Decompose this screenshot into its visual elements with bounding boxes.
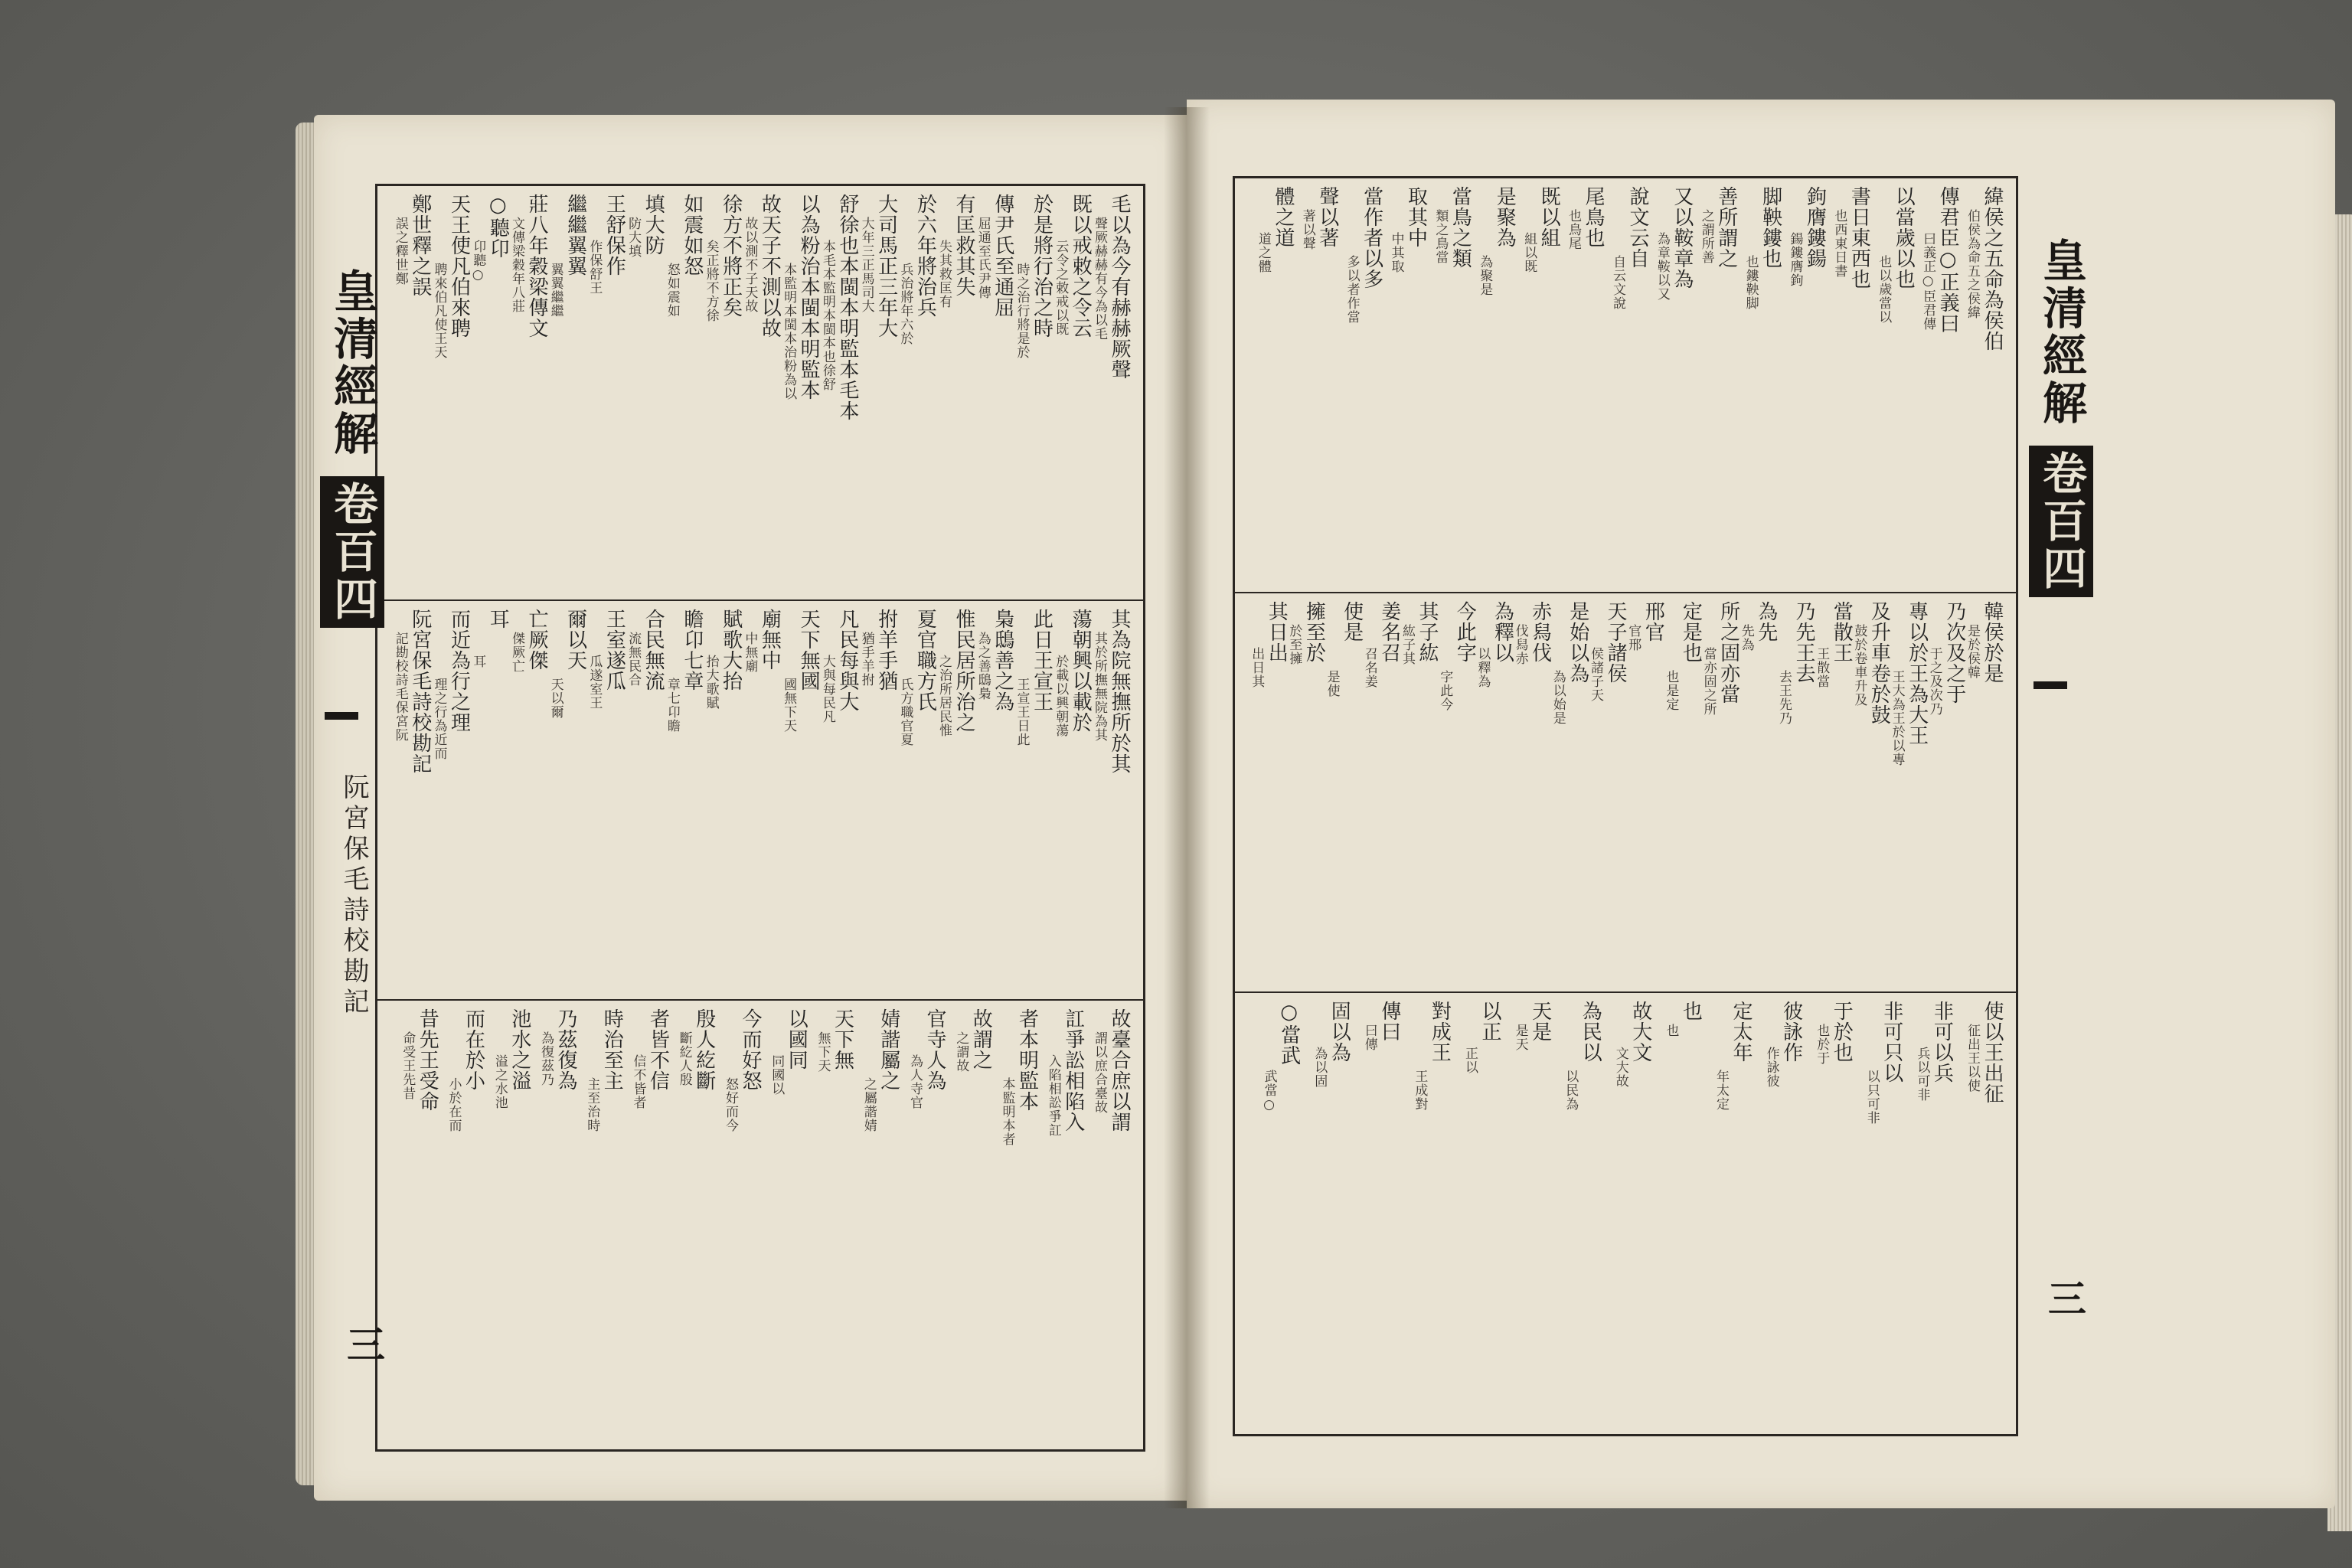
left_page-bottom-column: 天下無: [831, 1008, 854, 1070]
right_page-bottom-column: 彼詠作: [1779, 1001, 1803, 1063]
right_page-bottom-annotation: 也於于: [1814, 1024, 1830, 1065]
left_page-middle-column: 凡民每與大: [835, 609, 859, 712]
left_page-top-column: 王舒保作: [603, 194, 626, 276]
left_page-top-annotation: 卬聽○: [470, 240, 486, 283]
right_page-top-annotation: 多以者作當: [1344, 255, 1360, 324]
right-bottom-band: [1235, 993, 2016, 1429]
left_page-top-annotation: 失其救匡有: [936, 240, 952, 309]
left_page-top-column: 於是將行治之時: [1030, 194, 1054, 338]
left-title-text: 皇清經解: [326, 268, 378, 458]
left_page-middle-column: 爾以天: [564, 609, 587, 671]
left_page-top-column: 大司馬正三年大: [874, 194, 898, 338]
left_page-bottom-annotation: 謂以庶合臺故: [1092, 1031, 1107, 1114]
left_page-bottom-annotation: 本監明本者: [999, 1077, 1015, 1146]
right_page-top-column: 書日東西也: [1847, 186, 1871, 289]
right_page-middle-annotation: 先為: [1738, 624, 1754, 652]
right_page-top-column: 當鳥之類: [1449, 186, 1472, 269]
left_page-bottom-column: 者皆不信: [646, 1008, 670, 1091]
right_page-bottom-annotation: 文大故: [1612, 1047, 1628, 1088]
right_page-bottom-annotation: 武當○: [1261, 1070, 1277, 1113]
left_page-top-column: 傳尹氏至通屈: [991, 194, 1014, 318]
right_page-bottom-annotation: 征出王以使: [1965, 1024, 1980, 1093]
right_page-top-annotation: 組以既: [1521, 232, 1537, 273]
left_page-middle-annotation: 猶手羊拊: [858, 632, 874, 687]
left_page-top-annotation: 本毛本監明本閩本也徐舒: [819, 240, 835, 391]
right_page-top-annotation: 類之鳥當: [1432, 209, 1449, 264]
left_page-top-annotation: 聲厥赫赫有今為以毛: [1092, 217, 1107, 341]
right_page-middle-column: 為先: [1754, 601, 1778, 642]
right_page-middle-annotation: 是使: [1324, 670, 1340, 697]
right_page-bottom-column: 固以為: [1328, 1001, 1351, 1063]
right_page-middle-annotation: 也是定: [1663, 670, 1679, 711]
book-gutter: [1164, 107, 1210, 1508]
left_page-bottom-column: 者本明監本: [1015, 1008, 1039, 1112]
right_page-middle-column: 是始以為: [1566, 601, 1589, 684]
left_page-top-column: 故天子不測以故: [758, 194, 782, 338]
left_page-middle-column: 合民無流: [642, 609, 665, 691]
left_page-middle-annotation: 章七卬瞻: [664, 678, 680, 733]
left_page-bottom-column: 殷人紇斷: [692, 1008, 716, 1091]
left-header-title: [320, 268, 384, 628]
right_page-bottom-column: 非可以兵: [1930, 1001, 1954, 1083]
right_page-middle-column: 使是: [1340, 601, 1364, 642]
left_page-middle-column: 惟民居所治之: [952, 609, 976, 733]
left_page-bottom-column: 昔先王受命: [416, 1008, 439, 1112]
left_page-bottom-column: 以國同: [785, 1008, 808, 1070]
right_page-top-annotation: 為聚是: [1477, 255, 1493, 296]
right-header-title: [2029, 237, 2093, 597]
left_page-middle-column: 亡厥傑: [524, 609, 548, 671]
right-text-frame: [1233, 176, 2018, 1436]
left_page-top-annotation: 文傳梁穀年八莊: [508, 217, 524, 313]
right-middle-band: [1235, 593, 2016, 993]
right_page-top-annotation: 之謂所善: [1698, 209, 1714, 264]
left_page-bottom-annotation: 同國以: [769, 1054, 785, 1096]
left-middle-band: [377, 601, 1143, 1001]
left_page-bottom-annotation: 主至治時: [584, 1077, 600, 1132]
right_page-middle-column: 定是也: [1679, 601, 1703, 663]
right_page-bottom-annotation: 以只可非: [1864, 1070, 1880, 1125]
right_page-top-annotation: 為章鞍以又: [1654, 232, 1670, 301]
left_page-middle-column: 夏官職方氏: [913, 609, 937, 712]
left_page-bottom-annotation: 為人寺官: [907, 1054, 923, 1109]
left_page-top-column: 既以戒敕之令云: [1069, 194, 1093, 338]
left_page-middle-column: 賦歌大抬: [719, 609, 743, 691]
left_page-bottom-annotation: 命受王先昔: [400, 1031, 416, 1100]
right_page-middle-annotation: 王散當: [1814, 647, 1830, 688]
left-top-band: [377, 186, 1143, 601]
left_page-top-column: 填大防: [642, 194, 665, 256]
right_page-top-column: 體之道: [1271, 186, 1295, 248]
right_page-middle-column: 姜名召: [1377, 601, 1401, 663]
left_page-top-column: ○聽卬: [486, 194, 510, 259]
left_page-middle-annotation: 瓜遂室王: [586, 655, 603, 710]
right_page-bottom-column: 于於也: [1830, 1001, 1854, 1063]
right_page-middle-column: 邢官: [1642, 601, 1665, 642]
right_page-top-annotation: 道之體: [1255, 232, 1271, 273]
left_page-top-column: 繼繼翼翼: [564, 194, 587, 276]
right-fishtail-mark: [2034, 681, 2067, 689]
right_page-bottom-annotation: 為以固: [1312, 1047, 1328, 1088]
right_page-bottom-column: 為民以: [1579, 1001, 1602, 1063]
left_page-middle-annotation: 之治所居民惟: [936, 655, 952, 737]
right_page-top-annotation: 也鳥尾: [1566, 209, 1582, 250]
right_page-middle-column: 韓侯於是: [1981, 601, 2004, 684]
right_page-middle-column: 擁至於: [1302, 601, 1326, 663]
left_page-middle-annotation: 王宣王日此: [1014, 678, 1030, 746]
left_page-middle-annotation: 其於所撫無院為其: [1092, 632, 1107, 742]
right_page-middle-annotation: 召名姜: [1361, 647, 1377, 688]
left_page-bottom-annotation: 之屬諧婧: [861, 1077, 877, 1132]
left_page-middle-annotation: 國無下天: [781, 678, 797, 733]
left_page-bottom-column: 而在於小: [462, 1008, 485, 1091]
left_page-top-column: 天王使凡伯來聘: [447, 194, 471, 338]
right-top-band: [1235, 178, 2016, 593]
right_page-bottom-annotation: 王成對: [1412, 1070, 1428, 1111]
right_page-middle-column: 今此字: [1453, 601, 1477, 663]
right_page-bottom-annotation: 也: [1663, 1024, 1679, 1037]
right_page-middle-annotation: 侯諸子天: [1588, 647, 1603, 702]
left_page-middle-annotation: 為之善鴟梟: [975, 632, 991, 701]
right_page-top-annotation: 中其取: [1388, 232, 1404, 273]
left_page-middle-annotation: 流無民合: [626, 632, 642, 687]
left_page-top-annotation: 矣正將不方徐: [703, 240, 719, 322]
left_page-middle-annotation: 傑厥亡: [508, 632, 524, 673]
right_page-middle-annotation: 紘子其: [1400, 624, 1415, 665]
left_page-bottom-column: 時治至主: [600, 1008, 624, 1091]
right_page-middle-annotation: 王大為王於以專: [1889, 670, 1905, 766]
left_page-bottom-column: 乃茲復為: [554, 1008, 577, 1091]
right_page-middle-column: 專以於王為大王: [1905, 601, 1929, 746]
left_page-middle-column: 耳: [486, 609, 510, 629]
right_page-bottom-column: ○當武: [1277, 1001, 1301, 1066]
right_page-top-column: 既以組: [1537, 186, 1561, 248]
left-page-number: 三: [341, 1325, 386, 1363]
right_page-bottom-column: 故大文: [1628, 1001, 1652, 1063]
left-page: [314, 115, 1187, 1501]
left_page-middle-annotation: 理之行為近而: [431, 678, 447, 760]
left_page-middle-annotation: 抬大歌賦: [703, 655, 719, 710]
left_page-bottom-column: 婧諧屬之: [877, 1008, 900, 1091]
left-volume-label: 卷百四: [320, 476, 384, 628]
right_page-bottom-column: 對成王: [1428, 1001, 1452, 1063]
left_page-top-column: 鄭世釋之誤: [408, 194, 432, 297]
open-book: [306, 92, 2352, 1516]
right_page-top-column: 是聚為: [1493, 186, 1517, 248]
right_page-top-annotation: 曰義正○臣君傳: [1920, 232, 1936, 331]
left_page-top-column: 以為粉治本閩本明監本: [797, 194, 821, 400]
right_page-middle-annotation: 去王先乃: [1776, 670, 1792, 725]
left_page-top-annotation: 屈通至氏尹傳: [975, 217, 991, 299]
left_page-middle-column: 此日王宣王: [1030, 609, 1054, 712]
left_page-bottom-column: 今而好怒: [739, 1008, 762, 1091]
left_page-bottom-column: 故臺合庶以謂: [1108, 1008, 1131, 1132]
right_page-middle-column: 乃先王去: [1792, 601, 1815, 684]
left_page-top-column: 毛以為今有赫赫厥聲: [1108, 194, 1131, 380]
right_page-bottom-annotation: 是天: [1512, 1024, 1528, 1051]
left_page-bottom-column: 官寺人為: [923, 1008, 946, 1091]
left_page-bottom-annotation: 怒好而今: [723, 1077, 738, 1132]
left_page-middle-annotation: 天以爾: [547, 678, 564, 719]
right_page-middle-column: 及升車卷於鼓: [1867, 601, 1891, 725]
left_page-top-column: 有匡救其失: [952, 194, 976, 297]
right_page-middle-column: 為釋以: [1491, 601, 1514, 663]
left_page-top-column: 徐方不將正矣: [719, 194, 743, 318]
right-volume-label: 卷百四: [2029, 446, 2093, 597]
right_page-middle-annotation: 是於侯韓: [1965, 624, 1980, 679]
left_page-middle-annotation: 中無廟: [742, 632, 758, 673]
right_page-bottom-annotation: 曰傳: [1361, 1024, 1377, 1051]
left_page-top-annotation: 兵治將年六於: [897, 263, 913, 345]
left_page-top-annotation: 云令之敕戒以既: [1053, 240, 1069, 336]
right_page-middle-annotation: 出日其: [1249, 647, 1265, 688]
left_page-top-annotation: 本監明本閩本治粉為以: [781, 263, 797, 400]
left-fishtail-mark: [325, 712, 358, 720]
left_page-bottom-annotation: 斷紇人殷: [676, 1031, 692, 1086]
right_page-middle-annotation: 字此今: [1437, 670, 1453, 711]
right_page-middle-annotation: 為以始是: [1550, 670, 1566, 725]
left_page-middle-column: 拊羊手猶: [874, 609, 898, 691]
left_page-top-column: 舒徐也本閩本明監本毛本: [835, 194, 859, 421]
right_page-middle-annotation: 鼓於卷車升及: [1851, 624, 1867, 707]
right_page-top-column: 又以鞍章為: [1670, 186, 1694, 289]
left_page-middle-column: 廟無中: [758, 609, 782, 671]
right_page-bottom-annotation: 以民為: [1563, 1070, 1579, 1111]
right_page-middle-column: 其日出: [1265, 601, 1289, 663]
right_page-bottom-column: 定太年: [1730, 1001, 1753, 1063]
right_page-top-annotation: 自云文說: [1609, 255, 1625, 310]
right_page-top-column: 以當歲以也: [1892, 186, 1916, 289]
left_page-bottom-annotation: 為復茲乃: [538, 1031, 554, 1086]
left_page-top-column: 莊八年穀梁傳文: [524, 194, 548, 338]
right_page-top-annotation: 也西東日書: [1831, 209, 1847, 278]
left_page-bottom-annotation: 小於在而: [446, 1077, 462, 1132]
right-title-text: 皇清經解: [2035, 237, 2087, 427]
right_page-top-column: 善所謂之: [1714, 186, 1738, 269]
right_page-middle-column: 其子紘: [1416, 601, 1439, 663]
left_page-top-annotation: 大年三正馬司大: [858, 217, 874, 313]
right_page-top-annotation: 鍚鏤膺鉤: [1787, 232, 1803, 287]
right_page-top-column: 鉤膺鏤鍚: [1803, 186, 1827, 269]
right_page-top-annotation: 也鏤鞅脚: [1743, 255, 1759, 310]
left_page-middle-annotation: 於載以興朝蕩: [1053, 655, 1069, 737]
right_page-top-column: 聲以著: [1315, 186, 1339, 248]
right_page-bottom-column: 天是: [1528, 1001, 1552, 1042]
left-footer-note: 阮宮保毛詩校勘記: [338, 773, 369, 1018]
left_page-top-column: 於六年將治兵: [913, 194, 937, 318]
right_page-top-column: 傳君臣○正義曰: [1936, 186, 1960, 334]
left-text-frame: [375, 184, 1145, 1452]
left_page-top-annotation: 作保舒王: [586, 240, 603, 295]
left_page-middle-column: 天下無國: [797, 609, 821, 691]
left_page-bottom-annotation: 入陷相訟爭訌: [1045, 1054, 1061, 1137]
right_page-bottom-annotation: 正以: [1462, 1047, 1478, 1074]
right_page-middle-annotation: 當亦固之所: [1700, 647, 1717, 716]
right_page-middle-column: 赤舄伐: [1528, 601, 1552, 663]
right_page-middle-annotation: 于之及次乃: [1926, 647, 1942, 716]
left_page-middle-column: 蕩朝興以載於: [1069, 609, 1093, 733]
left_page-bottom-column: 訌爭訟相陷入: [1061, 1008, 1085, 1132]
left_page-middle-annotation: 氏方職官夏: [897, 678, 913, 746]
left_page-middle-column: 瞻卬七章: [680, 609, 704, 691]
right_page-bottom-annotation: 兵以可非: [1914, 1047, 1930, 1102]
left_page-top-annotation: 怒如震如: [664, 263, 680, 318]
left_page-bottom-column: 池水之溢: [508, 1008, 531, 1091]
right_page-bottom-column: 傳曰: [1377, 1001, 1401, 1042]
left_page-bottom-column: 故謂之: [969, 1008, 993, 1070]
left_page-middle-column: 而近為行之理: [447, 609, 471, 733]
right_page-bottom-column: 非可只以: [1880, 1001, 1903, 1083]
right_page-middle-column: 乃次及之于: [1942, 601, 1966, 704]
right-page: [1187, 100, 2335, 1508]
left_page-top-annotation: 防大填: [626, 217, 642, 258]
left_page-top-column: 如震如怒: [680, 194, 704, 276]
right_page-middle-column: 當散王: [1830, 601, 1854, 663]
right_page-middle-annotation: 伐舄赤: [1512, 624, 1528, 665]
left_page-middle-column: 王室遂瓜: [603, 609, 626, 691]
left_page-middle-column: 梟鴟善之為: [991, 609, 1014, 712]
right_page-top-column: 緯侯之五命為侯伯: [1981, 186, 2004, 351]
left_page-top-annotation: 時之治行將是於: [1014, 263, 1030, 359]
left_page-bottom-annotation: 溢之水池: [492, 1054, 508, 1109]
left_page-top-annotation: 誤之釋世鄭: [392, 217, 408, 286]
right_page-middle-column: 天子諸侯: [1604, 601, 1627, 684]
left_page-middle-annotation: 記勘校詩毛保宮阮: [392, 632, 408, 742]
left-bottom-band: [377, 1001, 1143, 1445]
right_page-top-column: 當作者以多: [1360, 186, 1383, 289]
right_page-bottom-column: 以正: [1478, 1001, 1501, 1042]
right_page-top-column: 脚鞅鏤也: [1759, 186, 1782, 269]
right_page-top-annotation: 伯侯為命五之侯緯: [1965, 209, 1980, 319]
right_page-top-column: 尾鳥也: [1582, 186, 1606, 248]
right_page-middle-annotation: 於至擁: [1286, 624, 1302, 665]
left_page-bottom-annotation: 信不皆者: [630, 1054, 646, 1109]
right_page-top-column: 說文云自: [1625, 186, 1649, 269]
right_page-bottom-column: 使以王出征: [1981, 1001, 2004, 1104]
right_page-top-annotation: 著以聲: [1299, 209, 1315, 250]
right_page-bottom-annotation: 年太定: [1713, 1070, 1729, 1111]
left_page-middle-column: 阮宮保毛詩校勘記: [408, 609, 432, 774]
right_page-top-column: 取其中: [1404, 186, 1428, 248]
right_page-bottom-column: 也: [1679, 1001, 1703, 1021]
left_page-middle-annotation: 大與每民凡: [819, 655, 835, 724]
right_page-middle-annotation: 官邢: [1625, 624, 1642, 652]
left_page-top-annotation: 翼翼繼繼: [547, 263, 564, 318]
left_page-middle-annotation: 耳: [470, 655, 486, 668]
left_page-bottom-annotation: 無下天: [815, 1031, 831, 1073]
left_page-top-annotation: 故以測不子天故: [742, 217, 758, 313]
right_page-top-annotation: 也以歲當以: [1876, 255, 1892, 324]
left_page-middle-column: 其為院無撫所於其: [1108, 609, 1131, 774]
left_page-bottom-annotation: 之謂故: [953, 1031, 969, 1073]
right-page-number: 三: [2042, 1279, 2087, 1317]
right_page-middle-annotation: 以釋為: [1475, 647, 1491, 688]
right_page-middle-column: 所之固亦當: [1717, 601, 1740, 704]
left_page-top-annotation: 聘來伯凡使王天: [431, 263, 447, 359]
right_page-bottom-annotation: 作詠彼: [1763, 1047, 1779, 1088]
